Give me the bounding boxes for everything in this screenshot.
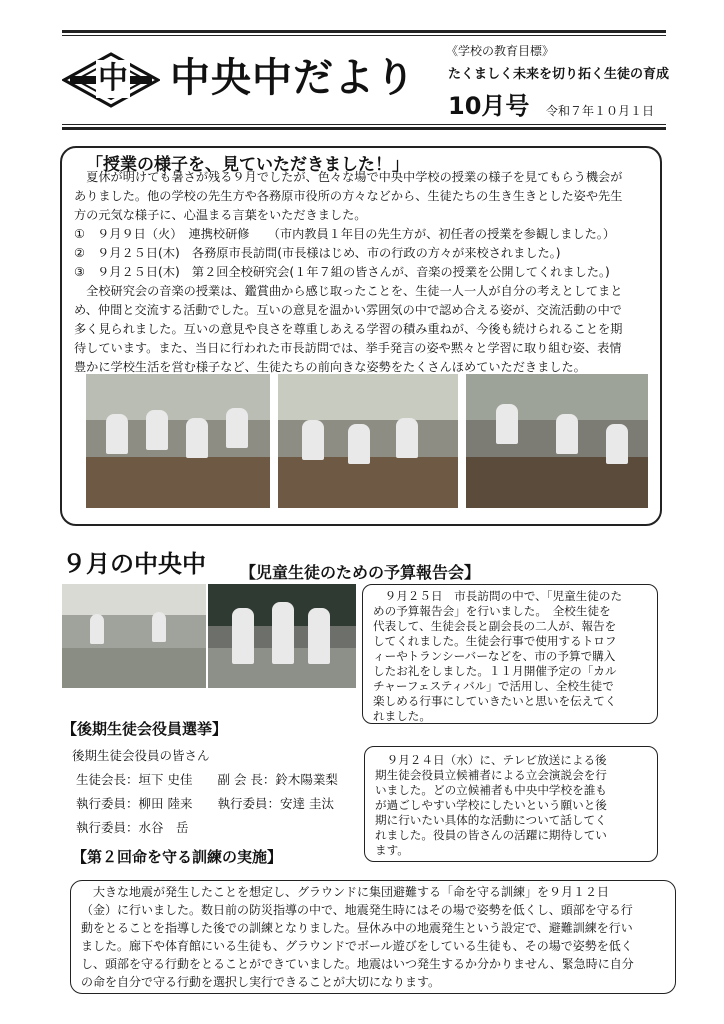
- body-line: ① ９月９日（火） 連携校研修 （市内教員１年目の先生方が、初任者の授業を参観しました。）: [74, 227, 616, 241]
- budget-line: してくれました。生徒会行事で使用するトロフ: [373, 634, 617, 648]
- classroom-photo-3: [466, 374, 648, 508]
- education-goal-label: 《学校の教育目標》: [446, 44, 555, 58]
- drill-heading: 【第２回命を守る訓練の実施】: [72, 848, 283, 866]
- budget-line: 楽しめる行事にしていきたいと思いを伝えてく: [373, 694, 617, 708]
- lesson-observation-title: 「授業の様子を、見ていただきました！」: [86, 155, 409, 175]
- campaign-speech-box: [364, 746, 658, 862]
- issue-date: 令和７年１０月１日: [546, 104, 655, 118]
- budget-line: ９月２５日 市長訪問の中で、「児童生徒のた: [373, 589, 623, 603]
- drill-box: [70, 880, 676, 994]
- officer-roster-row: 執行委員：柳田 陸来 執行委員：安達 圭汰: [76, 796, 334, 811]
- speech-line: れました。役員の皆さんの活躍に期待してい: [375, 828, 607, 842]
- school-logo-char: 中: [98, 61, 128, 96]
- budget-report-photo-1: [62, 584, 206, 688]
- budget-report-box: [362, 584, 658, 724]
- classroom-photo-1: [86, 374, 270, 508]
- body-line: 豊かに学校生活を営む様子など、生徒たちの前向きな姿勢をたくさんほめていただきました。: [74, 360, 586, 374]
- body-line: 多く見られました。互いの意見や良さを尊重しあえる学習の積み重ねが、今後も続けられることを期: [74, 322, 623, 336]
- body-line: 方の元気な様子に、心温まる言葉をいただきました。: [74, 208, 367, 222]
- issue-month: 10月号: [448, 92, 530, 120]
- officer-roster-row: 生徒会長：垣下 史佳 副 会 長：鈴木陽業梨: [76, 772, 338, 787]
- budget-line: したお礼をしました。１１月開催予定の「カル: [373, 664, 617, 678]
- classroom-photo-2: [278, 374, 458, 508]
- budget-report-subtitle: 【児童生徒のための予算報告会】: [240, 563, 481, 582]
- drill-line: の命を自分で守る行動を選択し実行できることが大切になります。: [81, 975, 441, 989]
- budget-line: ィーやトランシーバーなどを、市の予算で購入: [373, 649, 616, 663]
- budget-line: チャーフェスティバル」で活用し、全校生徒で: [373, 679, 614, 693]
- speech-line: 期生徒会役員立候補者による立会演説会を行: [375, 768, 607, 782]
- header-top-rule-thin: [62, 35, 666, 36]
- speech-line: いました。どの立候補者も中央中学校を誰も: [375, 783, 607, 797]
- drill-line: （金）に行いました。数日前の防災指導の中で、地震発生時にはその場で姿勢を低くし、頭部を守る行: [81, 903, 633, 917]
- drill-line: 大きな地震が発生したことを想定し、グラウンドに集団避難する「命を守る訓練」を９月１２日: [81, 885, 610, 899]
- officers-intro: 後期生徒会役員の皆さん: [72, 748, 210, 763]
- header-bottom-rule: [62, 124, 666, 125]
- speech-line: が過ごしやすい学校にしたいという願いと後: [375, 798, 607, 812]
- body-line: 夏休が明けても暑さが残る９月でしたが、色々な場で中央中学校の授業の様子を見てもらう機会が: [74, 170, 623, 184]
- election-heading: 【後期生徒会役員選挙】: [62, 720, 228, 738]
- school-logo: [62, 52, 160, 108]
- education-goal-text: たくましく未来を切り拓く生徒の育成: [448, 67, 670, 82]
- budget-line: れました。: [373, 709, 431, 723]
- body-line: ② ９月２５日(木) 各務原市長訪問(市長様はじめ、市の行政の方々が来校されました。): [74, 246, 561, 260]
- header-bottom-rule-thick: [62, 127, 666, 130]
- body-line: 待しています。また、当日に行われた市長訪問では、挙手発言の姿や黙々と学習に取り組む姿、表情: [74, 341, 622, 355]
- speech-line: ます。: [375, 843, 409, 857]
- header-top-rule: [62, 30, 666, 33]
- budget-line: めの予算報告会」を行いました。 全校生徒を: [373, 604, 611, 618]
- drill-line: し、頭部を守る行動をとることができていました。地震はいつ発生するか分かりません、緊急時に自分: [81, 957, 634, 971]
- speech-line: ９月２４日（水）に、テレビ放送による後: [375, 753, 607, 767]
- budget-report-photo-2: [208, 584, 356, 688]
- september-section-title: ９月の中央中: [62, 550, 206, 578]
- speech-line: 期に行いたい具体的な活動について話してく: [375, 813, 607, 827]
- body-line: め、仲間と交流する活動でした。互いの意見を温かい雰囲気の中で認め合える姿が、交流活動の中で: [74, 303, 622, 317]
- budget-line: 代表して、生徒会長と副会長の二人が、報告を: [373, 619, 617, 633]
- newsletter-title: 中央中だより: [170, 55, 416, 101]
- drill-line: 動をとることを指導した後での訓練となりました。昼休み中の地震発生という設定で、避難訓練を行い: [81, 921, 633, 935]
- body-line: 全校研究会の音楽の授業は、鑑賞曲から感じ取ったことを、生徒一人一人が自分の考えとしてまと: [74, 284, 623, 298]
- officer-roster-row: 執行委員：水谷 岳: [76, 820, 189, 835]
- body-line: ③ ９月２５日(木) 第２回全校研究会(１年７組の皆さんが、音楽の授業を公開してくれました。): [74, 265, 610, 279]
- drill-line: ました。廊下や体育館にいる生徒も、グラウンドでボール遊びをしている生徒も、その場で姿勢を低く: [81, 939, 633, 953]
- body-line: ありました。他の学校の先生方や各務原市役所の方々などから、生徒たちの生き生きとした姿や先生: [74, 189, 623, 203]
